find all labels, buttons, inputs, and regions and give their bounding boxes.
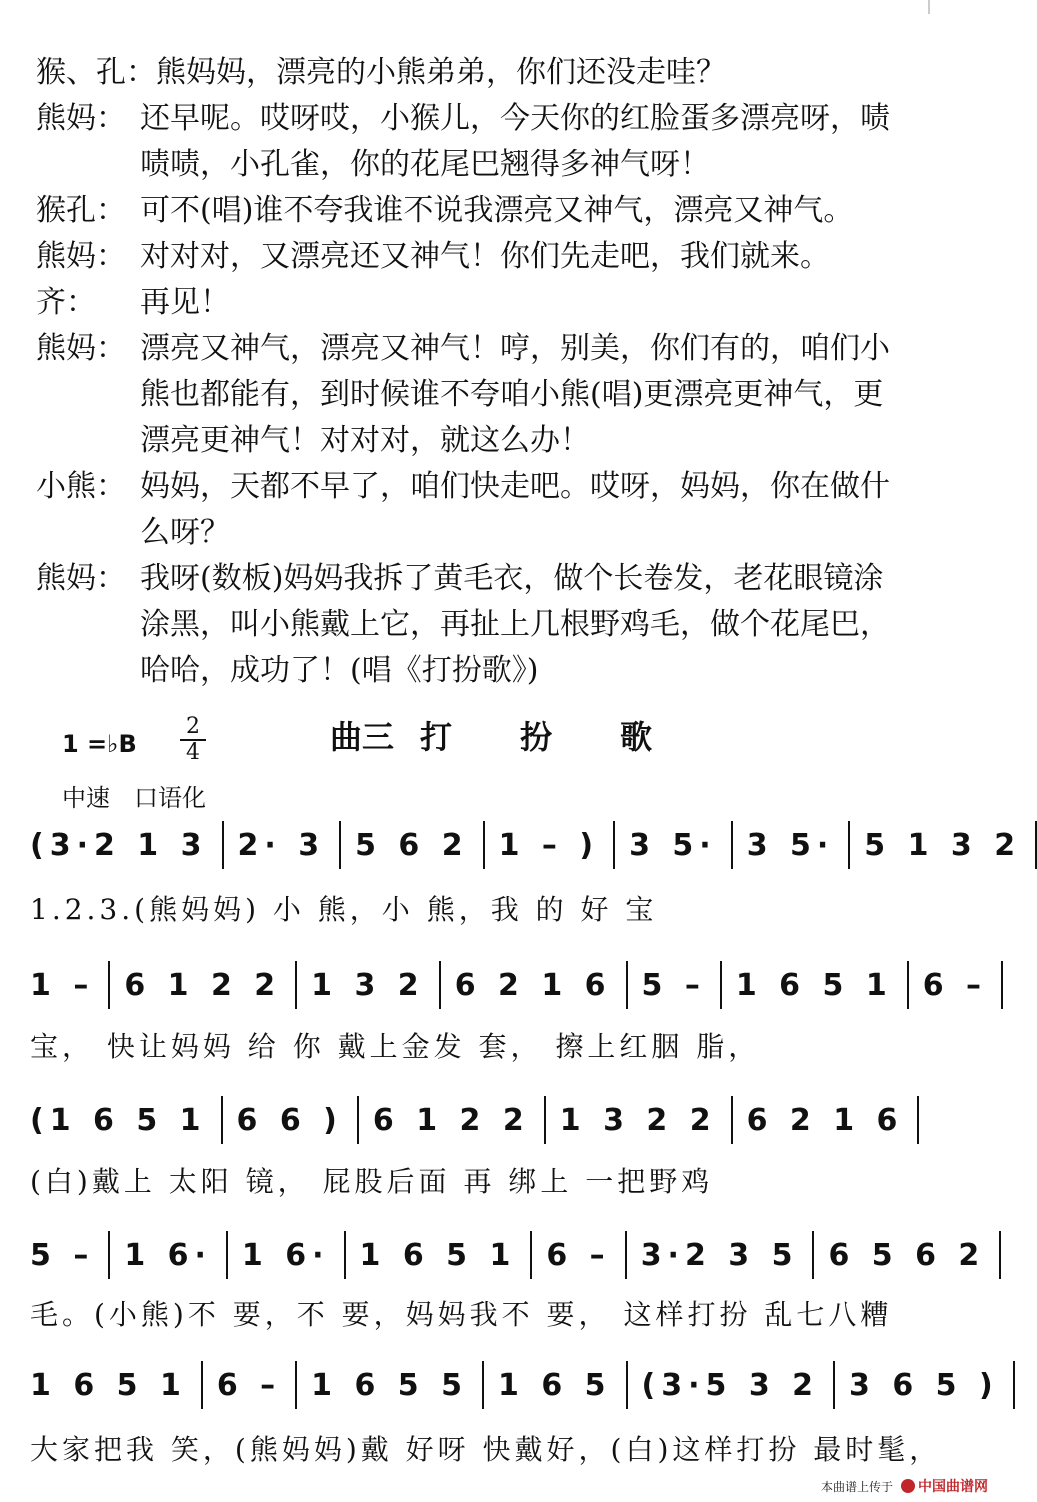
- measure-line: [30, 815, 1022, 875]
- measure: 1 6 5 1: [30, 1367, 187, 1403]
- speech-text: [140, 280, 976, 326]
- corner-mark: [928, 0, 930, 14]
- lyric-line: (白)戴上 太阳 镜， 屁股后面 再 绑上 一把野鸡: [30, 1165, 714, 1198]
- speech-row: 漂亮更神气！对对对，就这么办！: [140, 423, 590, 458]
- measure: 3 6 5 ): [849, 1367, 999, 1403]
- measure: (1 6 5 1: [30, 1102, 207, 1138]
- lyric-line: 毛。(小熊)不 要，不 要，妈妈我不 要， 这样打扮 乱七八糟: [30, 1298, 893, 1331]
- speech-row: 哈哈，成功了！(唱《打扮歌》): [140, 653, 539, 688]
- measure-line: [30, 1090, 980, 1150]
- barline: [201, 1361, 203, 1409]
- notation-row: [30, 1225, 986, 1285]
- time-signature-bottom: 4: [186, 740, 200, 765]
- speech-text: [156, 50, 976, 96]
- speech-row: 熊也都能有，到时候谁不夸咱小熊(唱)更漂亮更神气，更: [140, 377, 884, 412]
- measure: 6 –: [546, 1237, 611, 1273]
- barline: [226, 1231, 228, 1279]
- barline: [439, 961, 441, 1009]
- measure: 1 3 2: [311, 967, 425, 1003]
- measure: 1 6 5 1: [359, 1237, 517, 1273]
- barline: [221, 1096, 223, 1144]
- barline: [108, 961, 110, 1009]
- speaker-label: 熊妈：: [36, 331, 126, 366]
- measure: 3 5·: [746, 827, 835, 863]
- barline: [625, 1231, 627, 1279]
- dialogue-line: [36, 464, 976, 556]
- song-number: 曲三: [329, 718, 394, 756]
- dialogue-line: [36, 50, 976, 96]
- measure: 6 6 ): [236, 1102, 343, 1138]
- barline: [907, 961, 909, 1009]
- barline: [1013, 1361, 1015, 1409]
- measure: 1 –: [30, 967, 95, 1003]
- barline: [848, 821, 850, 869]
- speech-text: [140, 188, 976, 234]
- measure: 5 –: [30, 1237, 95, 1273]
- measure-line: [30, 955, 988, 1015]
- speech-row: 可不(唱)谁不夸我谁不说我漂亮又神气，漂亮又神气。: [140, 193, 854, 228]
- speech-row: 再见！: [140, 285, 230, 320]
- key-signature: 1 =♭B: [62, 730, 137, 758]
- measure: 5 6 2: [355, 827, 469, 863]
- measure: 5 1 3 2: [864, 827, 1022, 863]
- barline: [731, 1096, 733, 1144]
- dialogue-line: [36, 556, 976, 694]
- speech-text: [140, 326, 976, 464]
- measure-line: [30, 1355, 999, 1415]
- measure: 6 5 6 2: [828, 1237, 986, 1273]
- speech-row: 对对对，又漂亮还又神气！你们先走吧，我们就来。: [140, 239, 830, 274]
- speaker-label: 熊妈：: [36, 561, 126, 596]
- speech-row: 涂黑，叫小熊戴上它，再扯上几根野鸡毛，做个花尾巴，: [140, 607, 890, 642]
- tempo-marking: 中速 口语化: [62, 784, 206, 812]
- barline: [295, 961, 297, 1009]
- dialogue-line: [36, 96, 976, 188]
- measure: 1 6·: [241, 1237, 330, 1273]
- notation-row: [30, 815, 1022, 875]
- barline: [999, 1231, 1001, 1279]
- measure: 3 5·: [629, 827, 717, 863]
- barline: [1001, 961, 1003, 1009]
- barline: [222, 821, 224, 869]
- measure: 6 1 2 2: [124, 967, 282, 1003]
- footer-watermark: [821, 1476, 988, 1496]
- barline: [344, 1231, 346, 1279]
- measure: 6 2 1 6: [746, 1102, 904, 1138]
- notation-row: [30, 955, 988, 1015]
- dialogue-line: [36, 188, 976, 234]
- dialogue-line: [36, 280, 976, 326]
- speech-text: [140, 96, 976, 188]
- speech-row: 我呀(数板)妈妈我拆了黄毛衣，做个长卷发，老花眼镜涂: [140, 561, 884, 596]
- dialogue-line: [36, 234, 976, 280]
- barline: [483, 821, 485, 869]
- barline: [295, 1361, 297, 1409]
- measure: 1 6 5 1: [735, 967, 893, 1003]
- speech-text: [140, 556, 976, 694]
- barline: [339, 821, 341, 869]
- speech-row: 妈妈，天都不早了，咱们快走吧。哎呀，妈妈，你在做什: [140, 469, 890, 504]
- speaker-label: 小熊：: [36, 469, 126, 504]
- barline: [731, 821, 733, 869]
- barline: [613, 821, 615, 869]
- barline: [357, 1096, 359, 1144]
- measure: 5 –: [641, 967, 706, 1003]
- measure: 1 6·: [124, 1237, 212, 1273]
- dialogue-line: [36, 326, 976, 464]
- site-name: 中国曲谱网: [918, 1479, 988, 1495]
- lyric-line: 1.2.3.(熊妈妈) 小 熊，小 熊，我 的 好 宝: [30, 893, 658, 926]
- measure: 1 6 5 5: [311, 1367, 469, 1403]
- barline: [720, 961, 722, 1009]
- barline: [108, 1231, 110, 1279]
- speaker-label: 熊妈：: [36, 239, 126, 274]
- measure: 6 –: [922, 967, 988, 1003]
- speech-row: 么呀？: [140, 515, 230, 550]
- lyric-line: 大家把我 笑，(熊妈妈)戴 好呀 快戴好，(白)这样打扮 最时髦，: [30, 1433, 942, 1466]
- barline: [544, 1096, 546, 1144]
- measure: (3·5 3 2: [641, 1367, 820, 1403]
- speech-text: [140, 464, 976, 556]
- barline: [833, 1361, 835, 1409]
- measure: 6 1 2 2: [372, 1102, 530, 1138]
- speaker-label: 齐：: [36, 285, 96, 320]
- notation-row: [30, 1355, 999, 1415]
- speaker-label: 熊妈：: [36, 101, 126, 136]
- song-title-text: 打 扮 歌: [420, 718, 671, 756]
- site-logo: [901, 1476, 988, 1496]
- speaker-label: 猴、孔：: [36, 55, 156, 90]
- measure-line: [30, 1225, 986, 1285]
- notation-row: [30, 1090, 980, 1150]
- measure: 1 6 5: [498, 1367, 612, 1403]
- speech-row: 啧啧，小孔雀，你的花尾巴翘得多神气呀！: [140, 147, 710, 182]
- time-signature-top: 2: [186, 714, 200, 739]
- upload-text: 本曲谱上传于: [820, 1479, 893, 1494]
- measure: 6 2 1 6: [454, 967, 612, 1003]
- measure: (3·2 1 3: [30, 827, 208, 863]
- barline: [812, 1231, 814, 1279]
- speech-row: 漂亮又神气，漂亮又神气！哼，别美，你们有的，咱们小: [140, 331, 890, 366]
- measure: 2· 3: [237, 827, 326, 863]
- measure: 1 – ): [498, 827, 600, 863]
- measure: 6 –: [216, 1367, 282, 1403]
- barline: [626, 1361, 628, 1409]
- speech-row: 熊妈妈，漂亮的小熊弟弟，你们还没走哇？: [156, 55, 726, 90]
- site-logo-icon: [901, 1479, 915, 1493]
- barline: [917, 1096, 919, 1144]
- speech-row: 还早呢。哎呀哎，小猴儿，今天你的红脸蛋多漂亮呀，啧: [140, 101, 890, 136]
- barline: [482, 1361, 484, 1409]
- song-title: [0, 712, 1000, 758]
- lyric-line: 宝， 快让妈妈 给 你 戴上金发 套， 擦上红胭 脂，: [30, 1030, 761, 1063]
- barline: [530, 1231, 532, 1279]
- speech-text: [140, 234, 976, 280]
- barline: [626, 961, 628, 1009]
- speaker-label: 猴孔：: [36, 193, 126, 228]
- dialogue-block: [36, 50, 976, 694]
- measure: 3·2 3 5: [640, 1237, 799, 1273]
- measure: 1 3 2 2: [559, 1102, 717, 1138]
